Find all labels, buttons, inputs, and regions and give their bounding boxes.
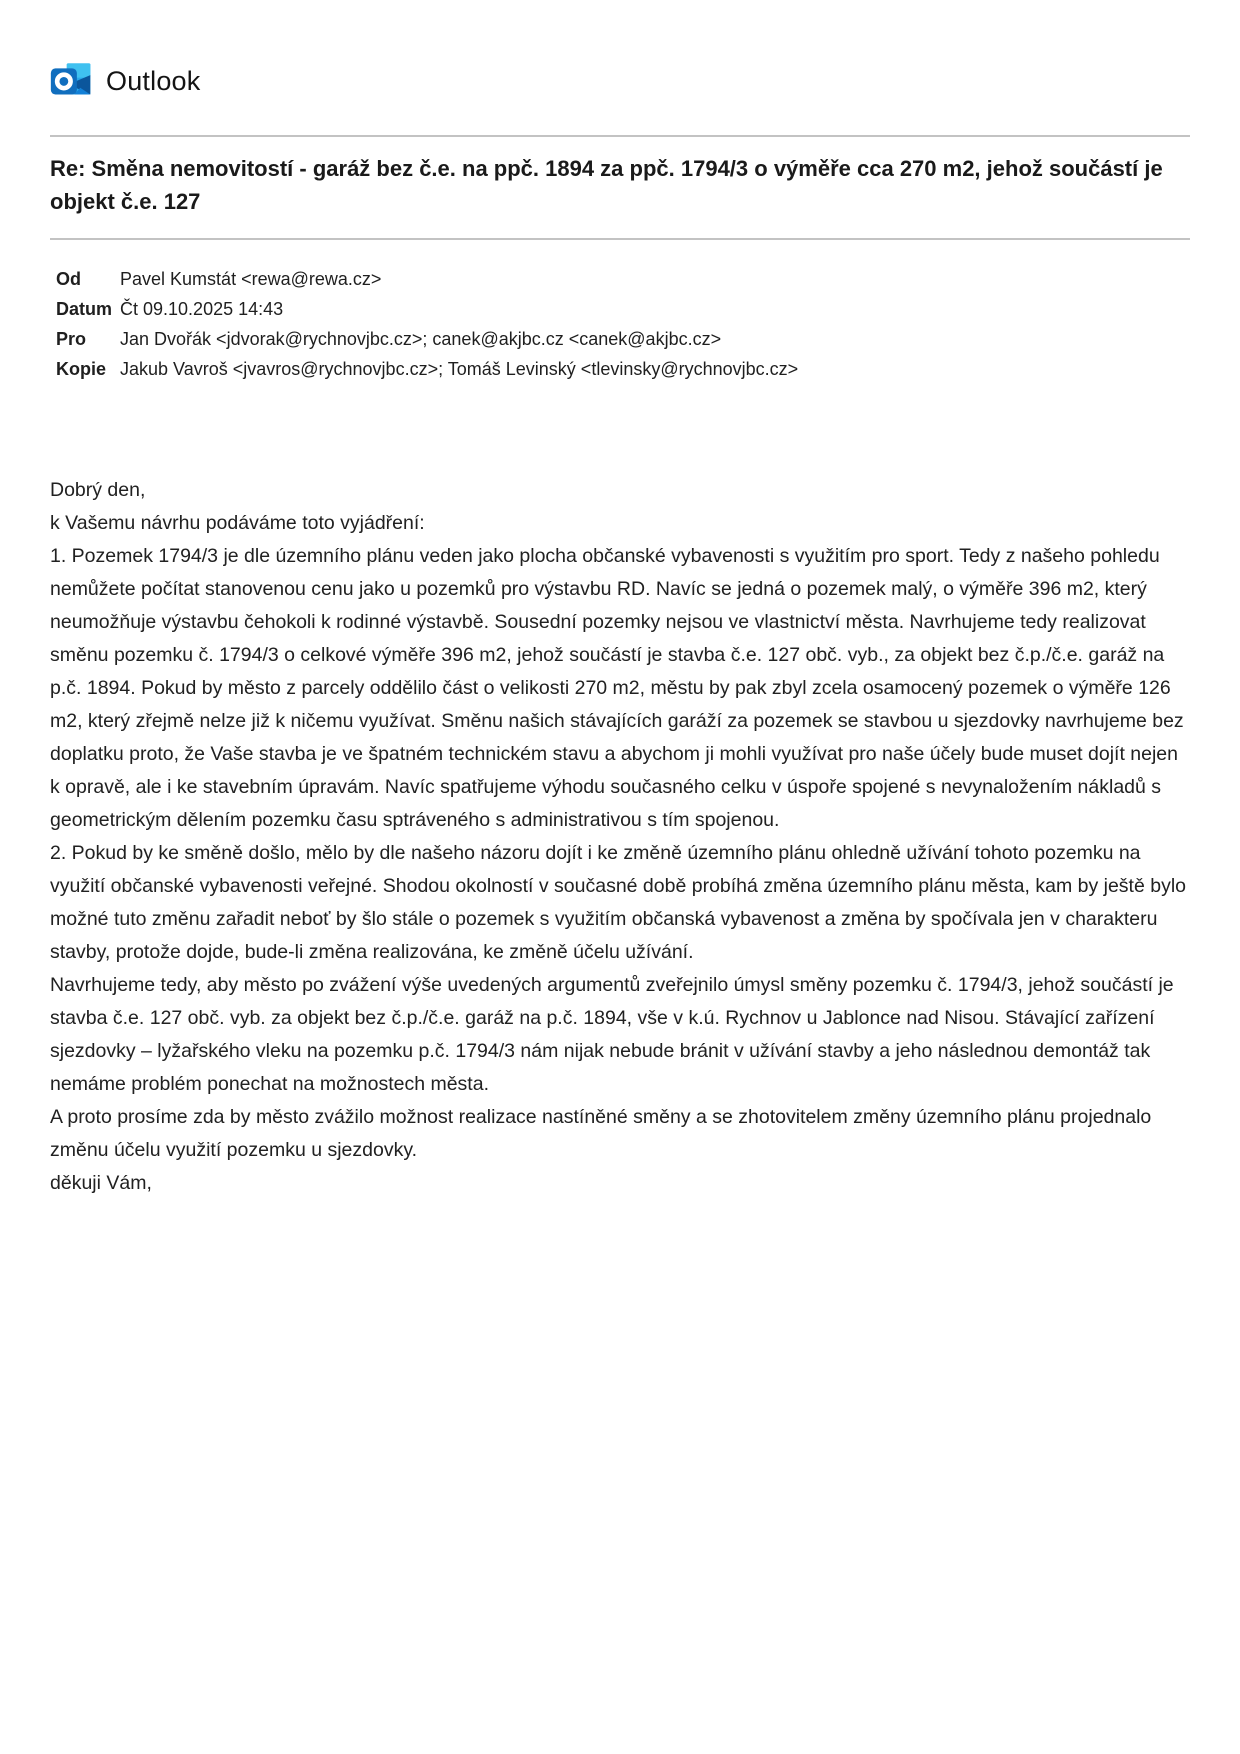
meta-label-from: Od xyxy=(56,269,81,289)
meta-value-to: Jan Dvořák <jdvorak@rychnovjbc.cz>; canek@akjbc.cz <canek@akjbc.cz> xyxy=(120,329,722,349)
meta-row-from xyxy=(50,264,798,294)
meta-value-date: Čt 09.10.2025 14:43 xyxy=(120,299,284,319)
divider-top xyxy=(50,135,1190,137)
email-subject: Re: Směna nemovitostí - garáž bez č.e. na ppč. 1894 za ppč. 1794/3 o výměře cca 270 m2, jehož součástí je objekt č.e. 127 xyxy=(50,156,1163,214)
brand-header xyxy=(50,60,1190,102)
body-intro: k Vašemu návrhu podáváme toto vyjádření: xyxy=(50,512,425,534)
meta-row-cc xyxy=(50,354,798,384)
body-paragraph-3: Navrhujeme tedy, aby město po zvážení výše uvedených argumentů zveřejnilo úmysl směny pozemku č. 1794/3, jehož součástí je stavba č.e. 127 obč. vyb. za objekt bez č.p./č.e. garáž na p.č. 1894, vše v k.ú. Rychnov u Jablonce nad Nisou. Stávající zařízení sjezdovky – lyžařského vleku na pozemku p.č. 1794/3 nám nijak nebude bránit v užívání stavby a jeho následnou demontáž tak nemáme problém ponechat na možnostech města. xyxy=(50,974,1174,1095)
meta-value-cc: Jakub Vavroš <jvavros@rychnovjbc.cz>; Tomáš Levinský <tlevinsky@rychnovjbc.cz> xyxy=(120,359,799,379)
email-meta xyxy=(50,264,798,384)
meta-label-cc: Kopie xyxy=(56,359,107,379)
divider-subject xyxy=(50,238,1190,240)
body-paragraph-1: 1. Pozemek 1794/3 je dle územního plánu veden jako plocha občanské vybavenosti s využitím pro sport. Tedy z našeho pohledu nemůžete počítat stanovenou cenu jako u pozemků pro výstavbu RD. Navíc se jedná o pozemek malý, o výměře 396 m2, který neumožňuje výstavbu čehokoli k rodinné výstavbě. Sousední pozemky nejsou ve vlastnictví města. Navrhujeme tedy realizovat směnu pozemku č. 1794/3 o celkové výměře 396 m2, jehož součástí je stavba č.e. 127 obč. vyb., za objekt bez č.p./č.e. garáž na p.č. 1894. Pokud by město z parcely oddělilo část o velikosti 270 m2, městu by pak zbyl zcela osamocený pozemek o výměře 126 m2, který zřejmě nelze již k ničemu využívat. Směnu našich stávajících garáží za pozemek se stavbou u sjezdovky navrhujeme bez doplatku proto, že Vaše stavba je ve špatném technickém stavu a abychom ji mohli využívat pro naše účely bude muset dojít nejen k opravě, ale i ke stavebním úpravám. Navíc spatřujeme výhodu současného celku v úspoře spojené s nevynaložením nákladů s geometrickým dělením pozemku času sptráveného s administrativou s tím spojenou. xyxy=(50,545,1184,831)
meta-label-date: Datum xyxy=(56,299,113,319)
app-title: Outlook xyxy=(106,65,201,96)
outlook-logo-icon xyxy=(50,61,92,101)
meta-label-to: Pro xyxy=(56,329,87,349)
meta-row-to xyxy=(50,324,798,354)
email-body xyxy=(50,474,1192,1200)
body-paragraph-2: 2. Pokud by ke směně došlo, mělo by dle našeho názoru dojít i ke změně územního plánu ohledně užívání tohoto pozemku na využití občanské vybavenosti veřejné. Shodou okolností v současné době probíhá změna územního plánu města, kam by ještě bylo možné tuto změnu zařadit neboť by šlo stále o pozemek s využitím občanská vybavenost a změna by spočívala jen v charakteru stavby, protože dojde, bude-li změna realizována, ke změně účelu užívání. xyxy=(50,842,1186,963)
body-closing: děkuji Vám, xyxy=(50,1172,152,1194)
body-greeting: Dobrý den, xyxy=(50,479,146,501)
meta-row-date xyxy=(50,294,798,324)
body-paragraph-4: A proto prosíme zda by město zvážilo možnost realizace nastíněné směny a se zhotovitelem změny územního plánu projednalo změnu účelu využití pozemku u sjezdovky. xyxy=(50,1106,1152,1161)
meta-value-from: Pavel Kumstát <rewa@rewa.cz> xyxy=(120,269,382,289)
